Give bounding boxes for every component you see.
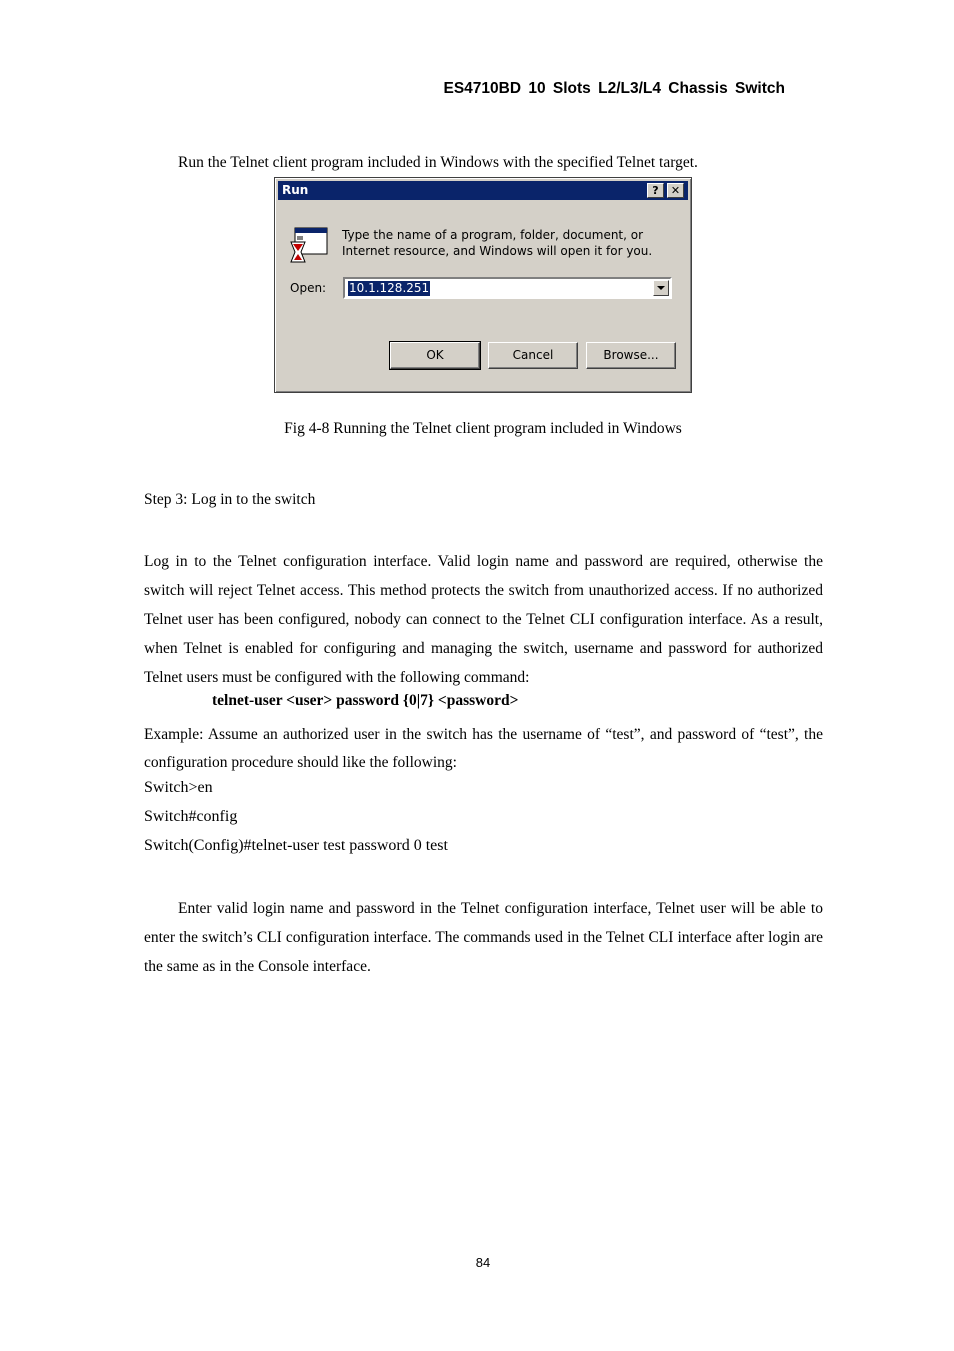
page-number: 84 xyxy=(475,1255,491,1270)
close-button[interactable]: ✕ xyxy=(667,183,684,198)
dialog-title: Run xyxy=(282,183,309,197)
open-input-value[interactable]: 10.1.128.251 xyxy=(349,281,430,295)
run-program-icon xyxy=(289,226,329,266)
command-syntax: telnet-user <user> password {0|7} <password> xyxy=(212,692,519,709)
step-heading: Step 3: Log in to the switch xyxy=(144,491,316,508)
closing-paragraph: Enter valid login name and password in the Telnet configuration interface, Telnet user will be able to enter the switch’s CLI configuration interface. The commands used in the Telnet CLI interface after login are the same as in the Console interface. xyxy=(144,900,823,975)
browse-button[interactable]: Browse... xyxy=(586,342,676,369)
open-combobox[interactable] xyxy=(343,277,672,299)
dropdown-arrow-icon[interactable] xyxy=(653,280,669,296)
ok-button[interactable]: OK xyxy=(390,342,480,369)
dialog-titlebar[interactable] xyxy=(278,181,688,200)
cli-line: Switch>en xyxy=(144,779,213,796)
cli-line: Switch#config xyxy=(144,808,238,825)
example-paragraph: Example: Assume an authorized user in the switch has the username of “test”, and password of “test”, the configuration procedure should like the following: xyxy=(144,726,823,771)
run-dialog xyxy=(274,177,692,393)
cancel-button[interactable]: Cancel xyxy=(488,342,578,369)
page-header: ES4710BD 10 Slots L2/L3/L4 Chassis Switch xyxy=(443,80,785,97)
figure-caption: Fig 4-8 Running the Telnet client program included in Windows xyxy=(284,420,682,437)
intro-text: Run the Telnet client program included in Windows with the specified Telnet target. xyxy=(178,154,698,171)
login-paragraph: Log in to the Telnet configuration interface. Valid login name and password are required, otherwise the switch will reject Telnet access. This method protects the switch from unauthorized access. If no authorized Telnet user has been configured, nobody can connect to the Telnet CLI configuration interface. As a result, when Telnet is enabled for configuring and managing the switch, username and password for authorized Telnet users must be configured with the following command: xyxy=(144,553,823,686)
help-button[interactable]: ? xyxy=(647,183,664,198)
dialog-description: Type the name of a program, folder, document, or Internet resource, and Windows will open it for you. xyxy=(342,228,653,258)
cli-line: Switch(Config)#telnet-user test password 0 test xyxy=(144,837,448,854)
open-label: Open: xyxy=(290,281,327,295)
